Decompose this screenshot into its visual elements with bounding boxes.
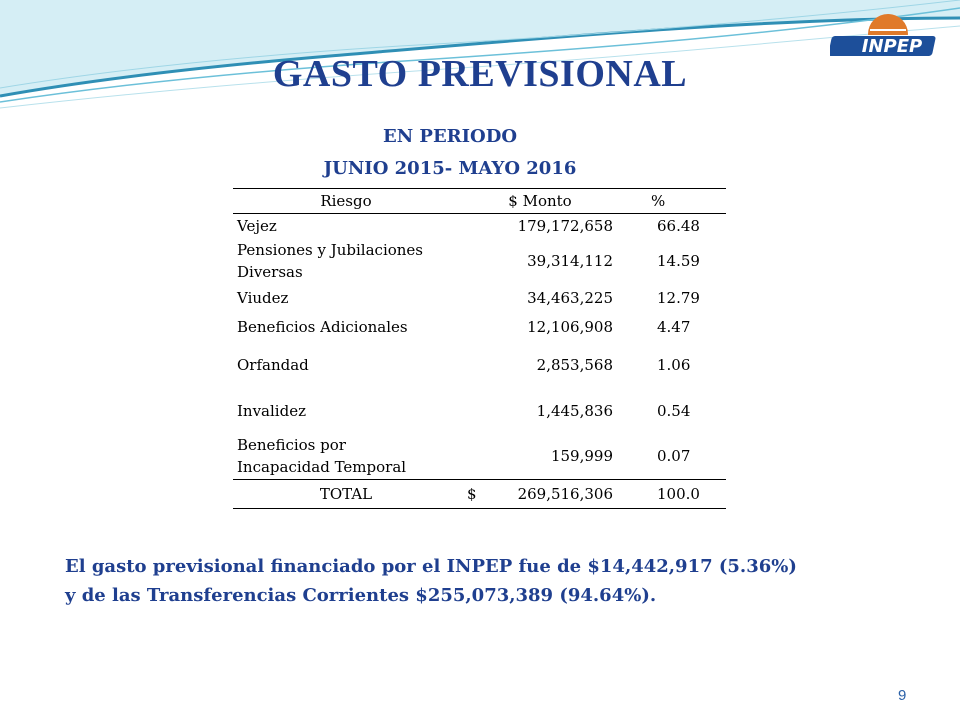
percent-cell: 0.54 [657, 401, 691, 420]
percent-cell: 14.59 [657, 251, 700, 270]
total-currency: $ [467, 485, 477, 503]
riesgo-line: Viudez [237, 288, 289, 307]
riesgo-cell [233, 238, 459, 284]
note-line-1: El gasto previsional financiado por el INPEP fue de $14,442,917 (5.36%) [65, 556, 797, 577]
table-row [233, 434, 726, 480]
subtitle-period-label: EN PERIODO [382, 126, 518, 147]
percent-cell: 4.47 [657, 317, 691, 336]
table-row [233, 342, 726, 388]
table-row [233, 238, 726, 284]
riesgo-table [233, 188, 726, 509]
header-riesgo: Riesgo [233, 189, 459, 214]
percent-cell: 0.07 [657, 447, 691, 466]
riesgo-cell [233, 312, 459, 342]
note-line-2: y de las Transferencias Corrientes $255,073,389 (94.64%). [65, 585, 657, 606]
svg-text:INPEP: INPEP [861, 36, 923, 57]
riesgo-line: Beneficios Adicionales [237, 317, 408, 336]
total-label: TOTAL [233, 480, 459, 509]
financing-note [65, 552, 885, 610]
table-row [233, 388, 726, 434]
table-body [233, 214, 726, 480]
monto-cell: 39,314,112 [527, 251, 613, 270]
page-number: 9 [898, 687, 907, 704]
table-row [233, 284, 726, 312]
riesgo-line: Invalidez [237, 401, 306, 420]
riesgo-cell [233, 342, 459, 388]
monto-cell: 2,853,568 [536, 355, 613, 374]
riesgo-line: Orfandad [237, 355, 309, 374]
riesgo-cell [233, 284, 459, 312]
percent-cell: 66.48 [657, 216, 700, 235]
monto-cell: 179,172,658 [517, 216, 613, 235]
riesgo-cell [233, 214, 459, 238]
monto-cell: 34,463,225 [527, 288, 613, 307]
riesgo-line: Incapacidad Temporal [237, 458, 407, 477]
total-amount [459, 480, 621, 509]
table-row [233, 214, 726, 238]
table-header-row [233, 189, 726, 214]
total-percent: 100.0 [621, 480, 726, 509]
percent-cell: 1.06 [657, 355, 691, 374]
total-monto: 269,516,306 [517, 485, 613, 503]
riesgo-line: Pensiones y Jubilaciones [237, 240, 424, 259]
slide-title: GASTO PREVISIONAL [272, 53, 688, 95]
riesgo-cell [233, 434, 459, 480]
subtitle-period-range: JUNIO 2015- MAYO 2016 [323, 158, 577, 179]
riesgo-line: Diversas [237, 262, 303, 281]
riesgo-line: Vejez [237, 216, 277, 235]
monto-cell: 12,106,908 [527, 317, 613, 336]
table-total-row [233, 480, 726, 509]
monto-cell: 1,445,836 [536, 401, 613, 420]
table-row [233, 312, 726, 342]
monto-cell: 159,999 [550, 447, 613, 466]
header-monto: $ Monto [459, 189, 621, 214]
riesgo-cell [233, 388, 459, 434]
riesgo-line: Beneficios por [237, 436, 346, 455]
percent-cell: 12.79 [657, 288, 700, 307]
header-percent: % [621, 189, 726, 214]
